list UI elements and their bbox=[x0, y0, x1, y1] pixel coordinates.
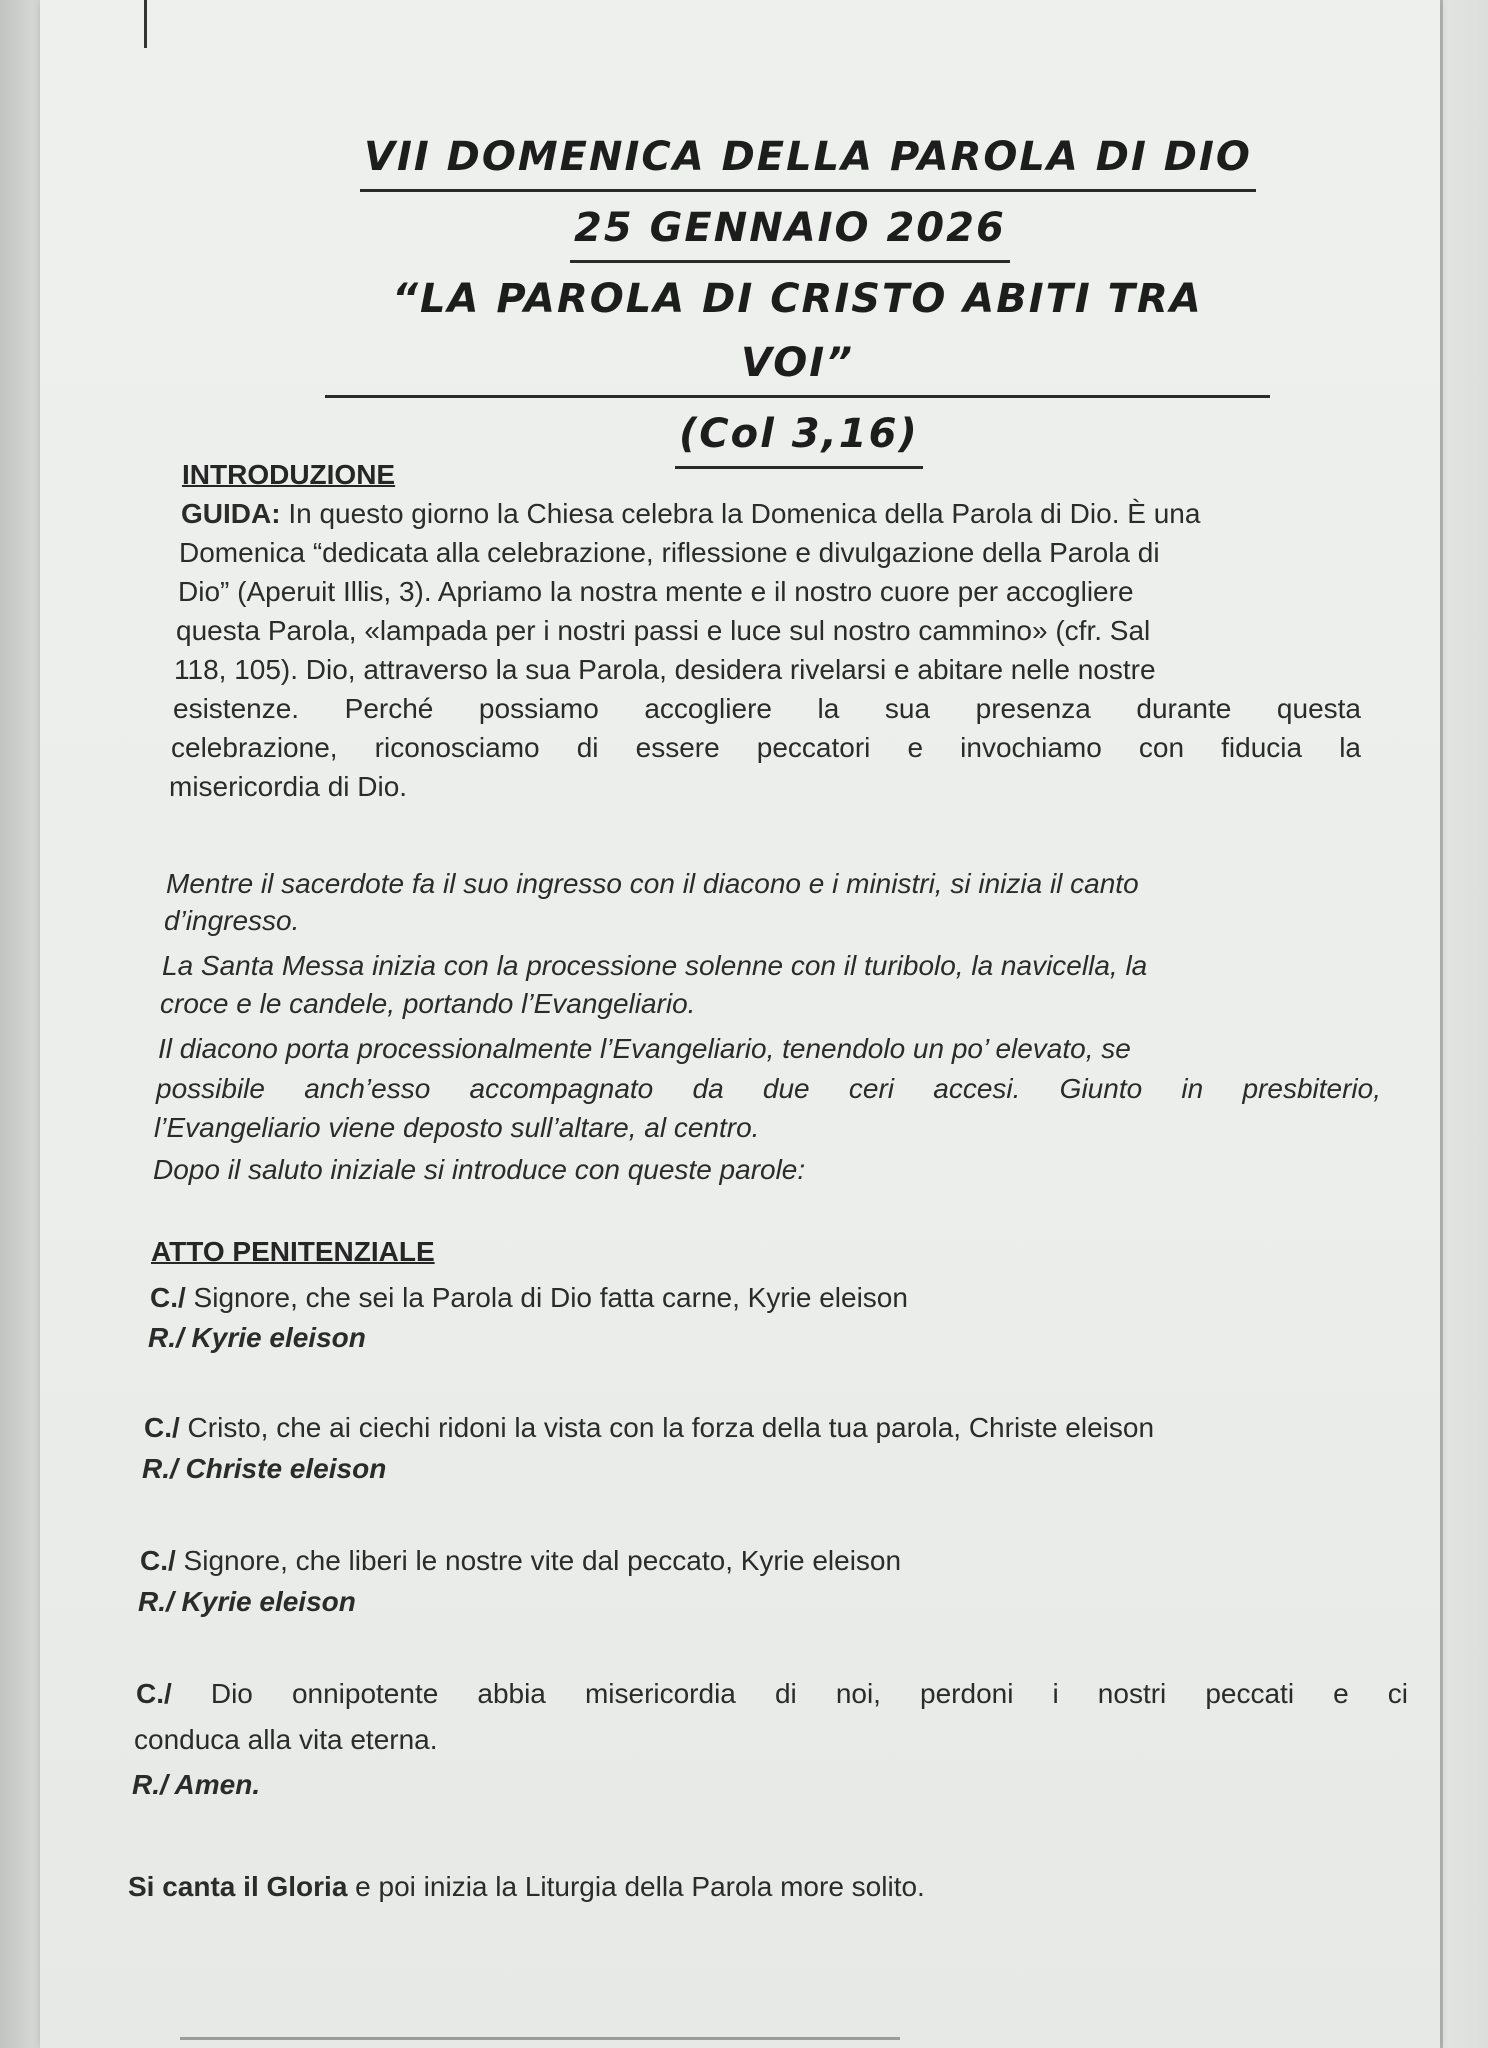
celebrant-label: C./ bbox=[144, 1412, 180, 1443]
penitential-heading: ATTO PENITENZIALE bbox=[151, 1236, 435, 1267]
invocation-2 bbox=[144, 1408, 1154, 1447]
celebrant-label: C./ bbox=[136, 1678, 172, 1709]
document-page bbox=[40, 0, 1440, 2048]
page-bottom-line bbox=[180, 2037, 900, 2040]
invocation-text: Signore, che sei la Parola di Dio fatta carne, Kyrie eleison bbox=[185, 1282, 908, 1313]
response-text: Christe eleison bbox=[177, 1453, 387, 1484]
response-label: R./ bbox=[148, 1322, 184, 1353]
response-label: R./ bbox=[138, 1586, 174, 1617]
guida-label: GUIDA: bbox=[181, 498, 281, 529]
title-date: 25 GENNAIO 2026 bbox=[570, 196, 1010, 263]
response-label: R./ bbox=[142, 1453, 178, 1484]
celebrant-label: C./ bbox=[150, 1282, 186, 1313]
intro-line-5: 118, 105). Dio, attraverso la sua Parola, desidera rivelarsi e abitare nelle nostre bbox=[174, 654, 1156, 685]
response-text: Kyrie eleison bbox=[183, 1322, 366, 1353]
pen-mark bbox=[144, 0, 147, 48]
intro-text: In questo giorno la Chiesa celebra la Domenica della Parola di Dio. È una bbox=[280, 498, 1201, 529]
amen-response bbox=[132, 1765, 260, 1804]
intro-line-8: misericordia di Dio. bbox=[169, 771, 408, 802]
intro-heading: INTRODUZIONE bbox=[182, 459, 396, 490]
rubric-line-3: La Santa Messa inizia con la processione solenne con il turibolo, la navicella, la bbox=[162, 950, 1148, 981]
title-line-1: VII DOMENICA DELLA PAROLA DI DIO bbox=[360, 125, 1256, 192]
intro-line-7: celebrazione, riconosciamo di essere peccatori e invochiamo con fiducia la bbox=[171, 732, 1361, 763]
invocation-3 bbox=[140, 1541, 901, 1580]
rubric-line-1: Mentre il sacerdote fa il suo ingresso con il diacono e i ministri, si inizia il canto bbox=[166, 868, 1139, 899]
rubric-line-2: d’ingresso. bbox=[164, 905, 300, 936]
intro-line-6: esistenze. Perché possiamo accogliere la sua presenza durante questa bbox=[173, 693, 1361, 724]
rubric-line-7: l’Evangeliario viene deposto sull’altare, al centro. bbox=[154, 1112, 760, 1143]
closing-note bbox=[128, 1867, 925, 1906]
document-title bbox=[280, 125, 1270, 469]
response-label: R./ bbox=[132, 1769, 168, 1800]
intro-line-4: questa Parola, «lampada per i nostri passi e luce sul nostro cammino» (cfr. Sal bbox=[176, 615, 1151, 646]
invocation-1 bbox=[150, 1278, 908, 1317]
rubric-line-8: Dopo il saluto iniziale si introduce con queste parole: bbox=[153, 1154, 806, 1185]
intro-line-1 bbox=[181, 494, 1363, 533]
intro-line-2: Domenica “dedicata alla celebrazione, riflessione e divulgazione della Parola di bbox=[179, 537, 1160, 568]
rubric-line-5: Il diacono porta processionalmente l’Evangeliario, tenendolo un po’ elevato, se bbox=[158, 1033, 1131, 1064]
closing-text: e poi inizia la Liturgia della Parola more solito. bbox=[347, 1871, 925, 1902]
absolution-line-1 bbox=[136, 1674, 1408, 1713]
absolution-text: Dio onnipotente abbia misericordia di noi, perdoni i nostri peccati e ci bbox=[171, 1678, 1408, 1709]
response-text: Kyrie eleison bbox=[173, 1586, 356, 1617]
title-theme: “LA PAROLA DI CRISTO ABITI TRA VOI” bbox=[325, 267, 1270, 398]
invocation-text: Signore, che liberi le nostre vite dal peccato, Kyrie eleison bbox=[175, 1545, 902, 1576]
rubric-line-4: croce e le candele, portando l’Evangeliario. bbox=[160, 988, 696, 1019]
response-3 bbox=[138, 1582, 356, 1621]
intro-line-3: Dio” (Aperuit Illis, 3). Apriamo la nostra mente e il nostro cuore per accogliere bbox=[178, 576, 1134, 607]
response-1 bbox=[148, 1318, 366, 1357]
amen-text: Amen. bbox=[167, 1769, 261, 1800]
rubric-line-6: possibile anch’esso accompagnato da due ceri accesi. Giunto in presbiterio, bbox=[156, 1073, 1381, 1104]
gloria-label: Si canta il Gloria bbox=[128, 1871, 348, 1902]
celebrant-label: C./ bbox=[140, 1545, 176, 1576]
invocation-text: Cristo, che ai ciechi ridoni la vista con la forza della tua parola, Christe eleison bbox=[179, 1412, 1155, 1443]
absolution-line-2: conduca alla vita eterna. bbox=[134, 1724, 438, 1755]
title-citation: (Col 3,16) bbox=[675, 402, 923, 469]
response-2 bbox=[142, 1449, 386, 1488]
